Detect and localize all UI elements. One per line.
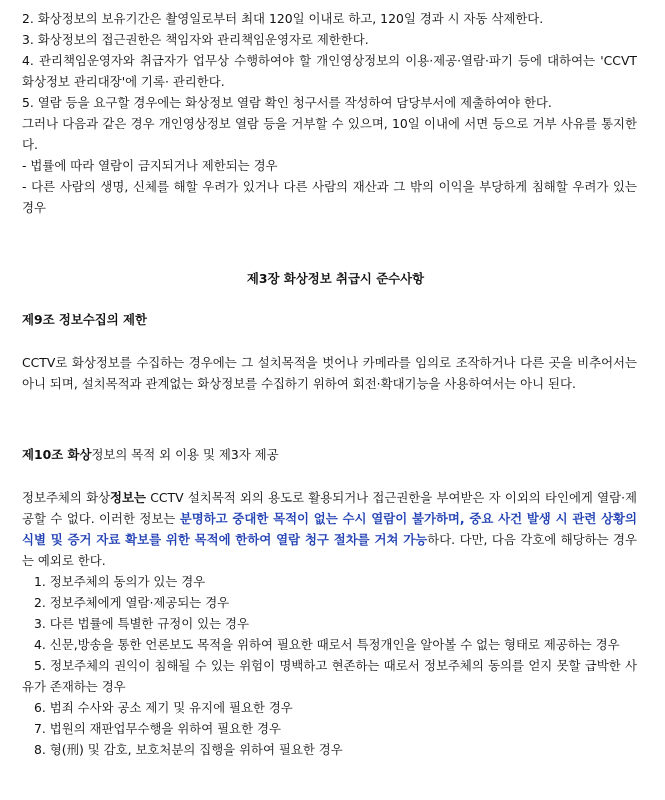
article-10-body-bold: 정보는: [110, 490, 146, 505]
rule-retention-period: 2. 화상정보의 보유기간은 촬영일로부터 최대 120일 이내로 하고, 120일 경과 시 자동 삭제한다.: [22, 11, 544, 26]
exception-item: 5. 정보주체의 권익이 침해될 수 있는 위험이 명백하고 현존하는 때로서 정보주체의 동의를 얻지 못할 급박한 사유가 존재하는 경우: [22, 658, 637, 694]
spacer: [22, 394, 637, 424]
exception-item: 7. 법원의 재판업무수행을 위하여 필요한 경우: [34, 721, 281, 736]
article-10-body-mid: CCTV 설치목적 외의 용도로 활용되거나 접근권한을 부여받은 자 이외의 타인에게 열람·제공할 수 없다. 이러한 정보는: [22, 490, 637, 526]
article-10-body-suffix: 하다. 다만, 다음 각호에 해당하는 경우는 예외로 한다.: [22, 532, 637, 568]
document-page: [22, 8, 637, 760]
article-10-heading-rest: 정보의 목적 외 이용 및 제3자 제공: [91, 447, 279, 462]
exception-item: 3. 다른 법률에 특별한 규정이 있는 경우: [34, 616, 249, 631]
spacer: [22, 465, 637, 487]
spacer: [22, 424, 637, 444]
exception-item: 8. 형(刑) 및 감호, 보호처분의 집행을 위하여 필요한 경우: [34, 742, 343, 757]
exception-item: 4. 신문,방송을 통한 언론보도 목적을 위하여 필요한 때로서 특정개인을 알아볼 수 없는 형태로 제공하는 경우: [34, 637, 620, 652]
spacer: [22, 289, 637, 309]
rule-access-request: 5. 열람 등을 요구할 경우에는 화상정보 열람 확인 청구서를 작성하여 담당부서에 제출하여야 한다.: [22, 95, 552, 110]
exception-item: 2. 정보주체에게 열람·제공되는 경우: [34, 595, 230, 610]
refusal-case-legal: - 법률에 따라 열람이 금지되거나 제한되는 경우: [22, 158, 278, 173]
refusal-case-harm: - 다른 사람의 생명, 신체를 해할 우려가 있거나 다른 사람의 재산과 그 밖의 이익을 부당하게 침해할 우려가 있는 경우: [22, 179, 637, 215]
article-10-heading: [22, 444, 637, 465]
exception-item: 6. 범죄 수사와 공소 제기 및 유지에 필요한 경우: [34, 700, 293, 715]
article-9-body: CCTV로 화상정보를 수집하는 경우에는 그 설치목적을 벗어나 카메라를 임의로 조작하거나 다른 곳을 비추어서는 아니 되며, 설치목적과 관계없는 화상정보를 수집하기 위하여 회전·확대기능을 사용하여서는 아니 된다.: [22, 355, 637, 391]
spacer: [22, 248, 637, 268]
rule-management-log: 4. 관리책임운영자와 취급자가 업무상 수행하여야 할 개인영상정보의 이용·제공·열람·파기 등에 대하여는 'CCVT 화상정보 관리대장'에 기록· 관리한다.: [22, 53, 637, 89]
exception-item: 1. 정보주체의 동의가 있는 경우: [34, 574, 206, 589]
article-10-heading-bold: 제10조 화상: [22, 447, 92, 462]
article-10-body-highlight: 분명하고 중대한 목적이 없는 수시 열람이 불가하며, 중요 사건 발생 시 관련 상황의 식별 및 증거 자료 확보를 위한 목적에 한하여 열람 청구 절차를 거쳐 가능: [22, 511, 637, 547]
spacer: [22, 330, 637, 352]
article-9-heading: 제9조 정보수집의 제한: [22, 312, 147, 327]
article-10-body-prefix: 정보주체의 화상: [22, 490, 111, 505]
rule-access-rights: 3. 화상정보의 접근권한은 책임자와 관리책임운영자로 제한한다.: [22, 32, 369, 47]
rule-refusal-conditions: 그러나 다음과 같은 경우 개인영상정보 열람 등을 거부할 수 있으며, 10일 이내에 서면 등으로 거부 사유를 통지한다.: [22, 116, 637, 152]
chapter-title: 제3장 화상정보 취급시 준수사항: [246, 271, 425, 286]
article-10-body: [22, 487, 637, 571]
spacer: [22, 218, 637, 248]
